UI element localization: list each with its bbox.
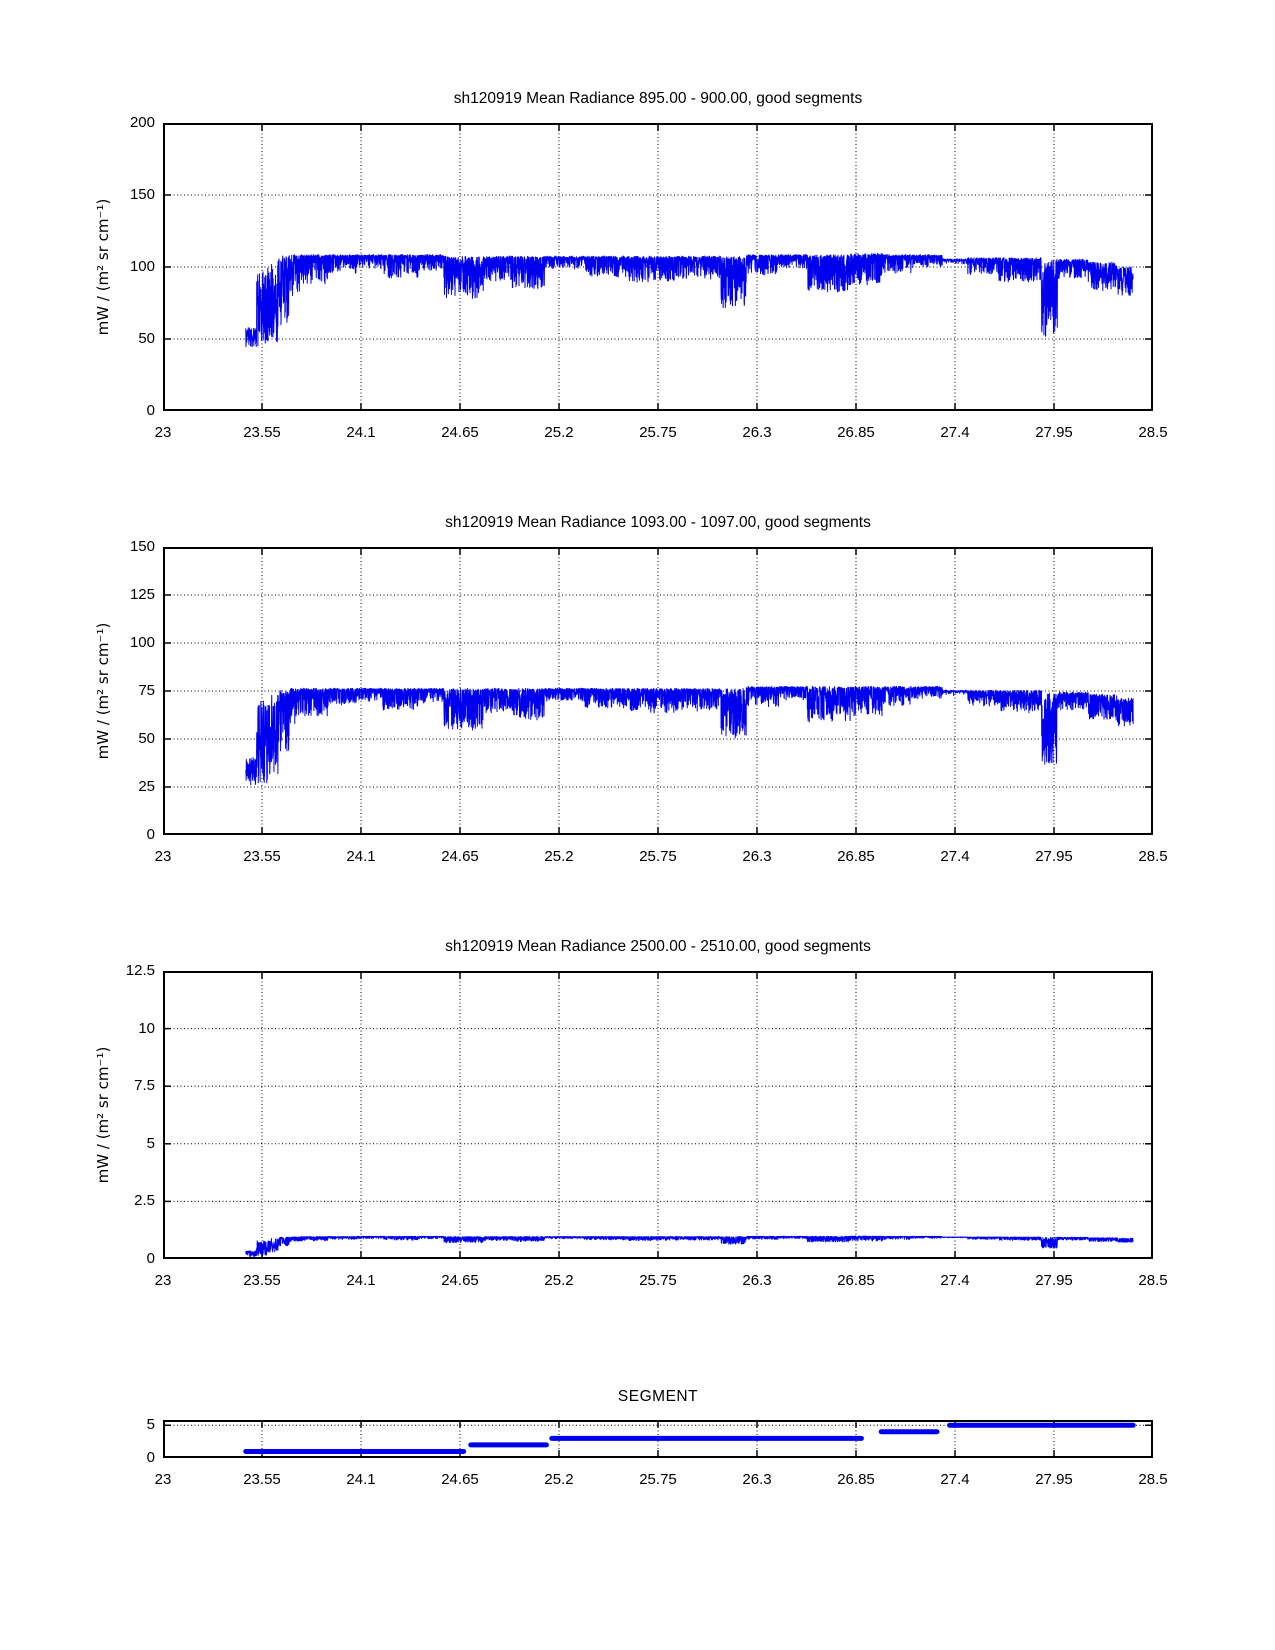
x-tick-label: 24.1 [346,848,376,865]
x-tick-label: 26.3 [742,424,772,441]
x-tick-label: 27.4 [940,848,970,865]
x-tick-label: 23.55 [243,424,281,441]
x-tick-label: 24.1 [346,424,376,441]
y-tick-label: 12.5 [125,962,155,979]
plot-area-canvas [163,123,1153,411]
x-tick-label: 28.5 [1138,424,1168,441]
x-tick-label: 25.75 [639,1471,677,1488]
y-tick-label: 0 [146,1449,155,1466]
y-tick-label: 5 [146,1134,155,1152]
x-tick-label: 26.85 [837,1471,875,1488]
x-tick-label: 24.65 [441,1471,479,1488]
y-tick-label: 10 [138,1019,155,1037]
x-tick-label: 23.55 [243,1471,281,1488]
x-tick-label: 28.5 [1138,848,1168,865]
x-tick-label: 26.85 [837,848,875,865]
y-tick-label: 5 [146,1416,155,1434]
x-tick-label: 23 [154,1471,172,1488]
y-tick-label: 150 [129,186,155,203]
y-tick-label: 0 [146,402,155,419]
y-tick-label: 150 [129,538,155,555]
x-tick-label: 26.3 [742,1272,772,1289]
y-tick-label: 25 [138,778,155,795]
x-tick-label: 25.2 [544,1471,574,1488]
y-tick-label: 7.5 [134,1077,155,1095]
x-tick-label: 24.1 [346,1471,376,1488]
y-tick-label: 125 [129,586,155,603]
y-axis-label: mW / (m² sr cm⁻¹) [94,1046,112,1184]
x-tick-label: 25.75 [639,1272,677,1289]
x-tick-label: 26.85 [837,424,875,441]
x-tick-label: 26.3 [742,848,772,865]
y-tick-label: 100 [129,258,155,275]
x-tick-label: 26.85 [837,1272,875,1289]
y-tick-label: 75 [138,682,155,699]
y-tick-label: 50 [138,730,155,747]
y-tick-label: 2.5 [134,1192,155,1210]
plot-title: sh120919 Mean Radiance 2500.00 - 2510.00, good segments [445,938,871,955]
x-tick-label: 27.95 [1035,1471,1073,1488]
y-axis-label: mW / (m² sr cm⁻¹) [94,198,112,336]
y-tick-label: 0 [146,1250,155,1267]
plot-title: SEGMENT [617,1388,699,1405]
plot-title: sh120919 Mean Radiance 895.00 - 900.00, good segments [453,90,863,107]
x-tick-label: 25.2 [544,1272,574,1289]
plot-title: sh120919 Mean Radiance 1093.00 - 1097.00, good segments [445,514,871,531]
x-tick-label: 28.5 [1138,1272,1168,1289]
x-tick-label: 27.95 [1035,1272,1073,1289]
x-tick-label: 28.5 [1138,1471,1168,1488]
x-tick-label: 23 [154,1272,172,1289]
x-tick-label: 25.2 [544,848,574,865]
y-tick-label: 0 [146,826,155,843]
x-tick-label: 27.4 [940,424,970,441]
x-tick-label: 25.75 [639,848,677,865]
x-tick-label: 23 [154,848,172,865]
x-tick-label: 23 [154,424,172,441]
y-tick-label: 50 [138,330,155,347]
x-tick-label: 26.3 [742,1471,772,1488]
x-tick-label: 24.65 [441,1272,479,1289]
plot-area-canvas [163,1420,1153,1458]
x-tick-label: 24.65 [441,424,479,441]
x-tick-label: 27.4 [940,1272,970,1289]
x-tick-label: 23.55 [243,1272,281,1289]
x-tick-label: 25.75 [639,424,677,441]
x-tick-label: 27.4 [940,1471,970,1488]
y-tick-label: 200 [129,114,155,131]
plot-area-canvas [163,971,1153,1259]
plot-area-canvas [163,547,1153,835]
y-tick-label: 100 [129,634,155,651]
x-tick-label: 25.2 [544,424,574,441]
x-tick-label: 27.95 [1035,424,1073,441]
x-tick-label: 24.65 [441,848,479,865]
x-tick-label: 24.1 [346,1272,376,1289]
y-axis-label: mW / (m² sr cm⁻¹) [94,622,112,760]
x-tick-label: 27.95 [1035,848,1073,865]
x-tick-label: 23.55 [243,848,281,865]
